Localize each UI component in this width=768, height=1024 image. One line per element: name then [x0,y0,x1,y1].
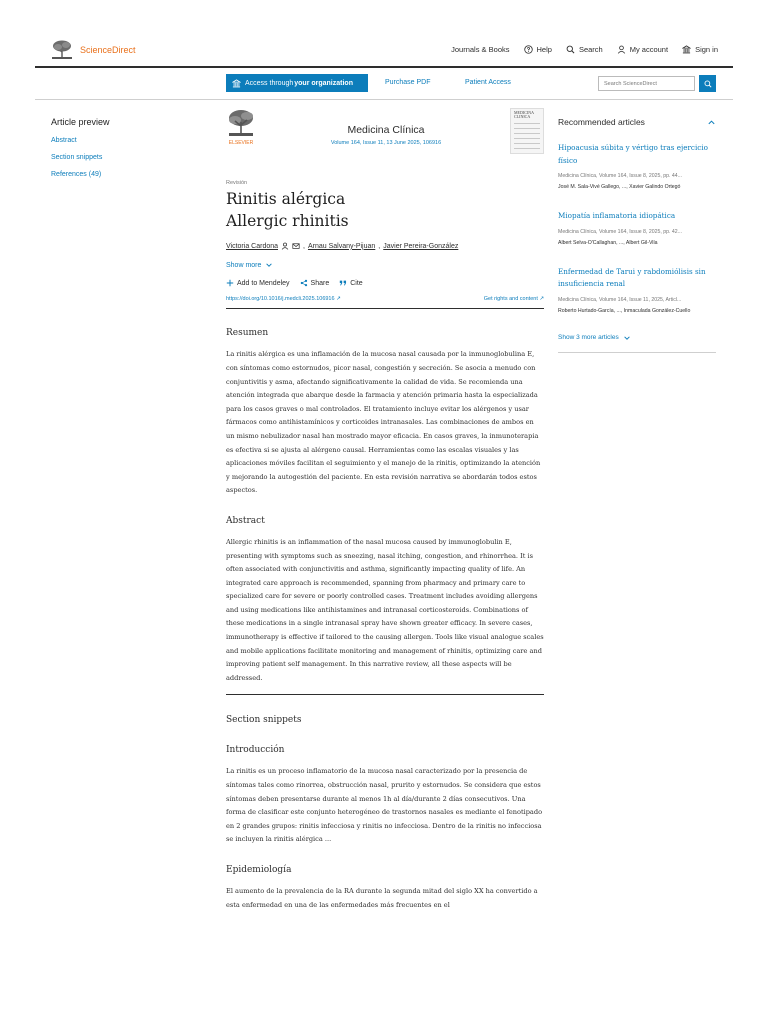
cover-line [514,133,540,134]
nav-journals-books-label: Journals & Books [451,45,510,54]
add-to-mendeley-button[interactable] [226,279,290,287]
chevron-down-icon [265,261,273,269]
cover-line [514,128,540,129]
search-submit-button[interactable] [699,75,716,92]
recommended-articles-panel [558,117,716,353]
share-button[interactable] [300,279,330,287]
search-icon [704,80,712,88]
share-label: Share [310,279,330,287]
chevron-up-icon[interactable] [707,118,716,127]
chevron-down-icon [623,334,631,342]
recommended-article [558,210,716,248]
cover-line [514,148,540,149]
journal-cover-thumbnail[interactable] [510,108,544,154]
access-organization-text: your organization [294,79,353,87]
article-type: Revisión [226,180,248,186]
nav-my-account[interactable] [617,45,668,54]
introduccion-heading: Introducción [226,745,285,756]
show-more-articles-button[interactable] [558,334,716,342]
nav-journals-books[interactable] [451,45,509,54]
sciencedirect-logo[interactable] [50,40,136,60]
doi-rights-row [226,296,544,302]
resumen-text: La rinitis alérgica es una inflamación de la mucosa nasal causada por la inmunoglobulina E, con síntomas como estornudos, picor nasal, congestión y secreción. Se asocia a menudo con conjuntivitis y asma, afectando significativamente la calidad de vida. Se recomienda una atención integrada que abarque desde la farmacia y atención primaria hasta la especializada para los casos graves o mal controlados. El tratamiento incluye evitar los alérgenos y usar fármacos como antihistamínicos y corticoides intranasales. Las combinaciones de ambos en un mismo nebulizador nasal han mostrado mayor eficacia. En casos graves, la inmunoterapia es efectiva si se ajusta al alérgeno causal. Herramientas como las escalas visuales y las aplicaciones móviles facilitan el seguimiento y el manejo de la rinitis, optimizando la atención y mejorando la autogestión del paciente. En esta revisión narrativa se abordarán todos estos aspectos. [226,350,541,495]
abstract-text: Allergic rhinitis is an inflammation of the nasal mucosa caused by immunoglobulin E, presenting with symptoms such as sneezing, nasal itching, congestion, and rhinorrhea. It is often associated with conjunctivitis and asthma, significantly impacting quality of life. An integrated care approach is recommended, spanning from pharmacy and primary care to specialized care for severe or poorly controlled cases. Treatment includes avoiding allergens and using medications like antihistamines and intranasal corticosteroids. Combinations of these medications in a single intranasal spray have shown greater efficacy. In severe cases, immunotherapy is effective if tailored to the causing allergen. Tools like visual analogue scales and mobile applications facilitate monitoring and management of rhinitis, optimizing care and improving patient self management. In this narrative review, all these aspects will be addressed. [226,537,544,682]
recommended-article-title[interactable]: Miopatía inflamatoria idiopática [558,211,676,220]
quote-icon [339,279,347,287]
article-title [226,189,544,232]
recommended-article-meta: Medicina Clínica, Volume 164, Issue 11, 2025, Articl... [558,296,682,303]
article-preview-heading: Article preview [51,117,110,127]
institution-icon [232,79,241,88]
recommended-article [558,142,716,192]
article-actions [226,279,544,287]
recommended-article-title[interactable]: Hipoacusia súbita y vértigo tras ejercicio físico [558,143,708,165]
recommended-articles-header[interactable] [558,117,716,127]
article-outline [51,117,191,188]
show-more-articles-label: Show 3 more articles [558,334,619,341]
article-main [226,106,544,912]
author-separator: , [303,242,305,250]
cover-line [514,143,540,144]
nav-sign-in[interactable] [682,45,718,54]
cite-button[interactable] [339,279,362,287]
author-link[interactable]: Arnau Salvany-Pijuan [307,242,376,250]
epidemiologia-text: El aumento de la prevalencia de la RA durante la segunda mitad del siglo XX ha convertido a esta enfermedad en una de las enfermedades más frecuentes en el [226,887,538,909]
abstract-heading: Abstract [226,515,265,526]
doi-text: https://doi.org/10.1016/j.medcli.2025.106916 [226,296,335,303]
nav-sign-in-label: Sign in [695,45,718,54]
logo-text: ScienceDirect [80,45,136,55]
recommended-article-meta: Medicina Clínica, Volume 164, Issue 8, 2025, pp. 44... [558,173,682,179]
help-icon [524,45,533,54]
journal-issue[interactable]: Volume 164, Issue 11, 13 June 2025, 106916 [330,140,442,146]
author-link[interactable]: Javier Pereira-González [383,242,459,250]
institution-icon [682,45,691,54]
recommended-article-authors: Roberto Hurtado-García, ..., Inmaculada González-Cuello [558,307,691,314]
elsevier-tree-icon [50,40,74,60]
access-bar-divider [35,99,733,100]
cite-label: Cite [350,279,363,287]
recommended-article-authors: José M. Sala-Vivé Gallego, ..., Xavier Galindo Ortegó [558,184,681,190]
top-nav [451,45,718,54]
section-divider [226,694,544,695]
journal-title[interactable]: Medicina Clínica [347,124,425,136]
author-link[interactable]: Victoria Cardona [226,242,279,250]
recommended-divider [558,352,716,353]
resumen-heading: Resumen [226,328,269,339]
top-header [0,0,768,66]
author-list [226,242,544,250]
nav-help-label: Help [536,45,552,54]
journal-cover-title: MEDICINA CLINICA [514,110,534,120]
outline-link-section-snippets[interactable]: Section snippets [51,154,103,161]
nav-search[interactable] [566,45,603,54]
add-to-mendeley-label: Add to Mendeley [237,279,290,287]
doi-link[interactable]: https://doi.org/10.1016/j.medcli.2025.106916 ↗ [226,296,341,303]
recommended-article [558,266,716,316]
plus-icon [226,279,234,287]
envelope-icon[interactable] [292,242,300,250]
recommended-article-authors: Albert Selva-O'Callaghan, ..., Albert Gil-Vila [558,239,658,246]
patient-access-link[interactable]: Patient Access [465,79,511,86]
epidemiologia-heading: Epidemiología [226,865,292,875]
introduccion-text: La rinitis es un proceso inflamatorio de la mucosa nasal caracterizado por la presencia de síntomas tales como rinorrea, obstrucción nasal, prurito y estornudos. Se considera que estos síntomas deben presentarse durante al menos 1h al día/durante 2 días consecutivos. Una forma de clasificar este conjunto heterogéneo de trastornos nasales es mediante el fenotipado en 2 grandes grupos: rinitis infecciosa y rinitis no infecciosa. Dentro de la rinitis no infecciosa se incluyen la rinitis alérgica ... [226,767,543,844]
search-input[interactable]: Search ScienceDirect [598,76,695,91]
recommended-articles-heading: Recommended articles [558,117,645,127]
elsevier-logo[interactable] [226,108,256,146]
journal-header [226,106,544,154]
article-title-en: Allergic rhinitis [226,211,349,230]
person-icon[interactable] [281,242,289,250]
recommended-article-meta: Medicina Clínica, Volume 164, Issue 8, 2025, pp. 42... [558,228,682,235]
get-rights-link[interactable]: Get rights and content ↗ [483,296,544,303]
show-more-label: Show more [226,261,262,269]
recommended-article-title[interactable]: Enfermedad de Tarui y rabdomiólisis sin insuficiencia renal [558,266,706,288]
access-through-organization-button[interactable] [226,74,368,92]
author-separator: , [378,242,381,250]
show-more-button[interactable] [226,261,544,269]
get-rights-text: Get rights and content [483,296,538,303]
publisher-label: ELSEVIER [228,140,254,146]
nav-my-account-label: My account [629,45,669,54]
share-icon [300,279,308,287]
outline-link-references[interactable]: References (49) [51,171,102,178]
section-snippets-heading: Section snippets [226,715,302,726]
access-prefix: Access through [245,79,294,87]
user-icon [617,45,626,54]
nav-search-label: Search [578,45,603,54]
section-divider [226,308,544,309]
search-icon [566,45,575,54]
cover-line [514,123,540,124]
purchase-pdf-link[interactable]: Purchase PDF [385,79,431,86]
cover-line [514,138,540,139]
outline-link-abstract[interactable]: Abstract [51,137,77,144]
article-title-es: Rinitis alérgica [226,190,346,208]
nav-help[interactable] [524,45,552,54]
